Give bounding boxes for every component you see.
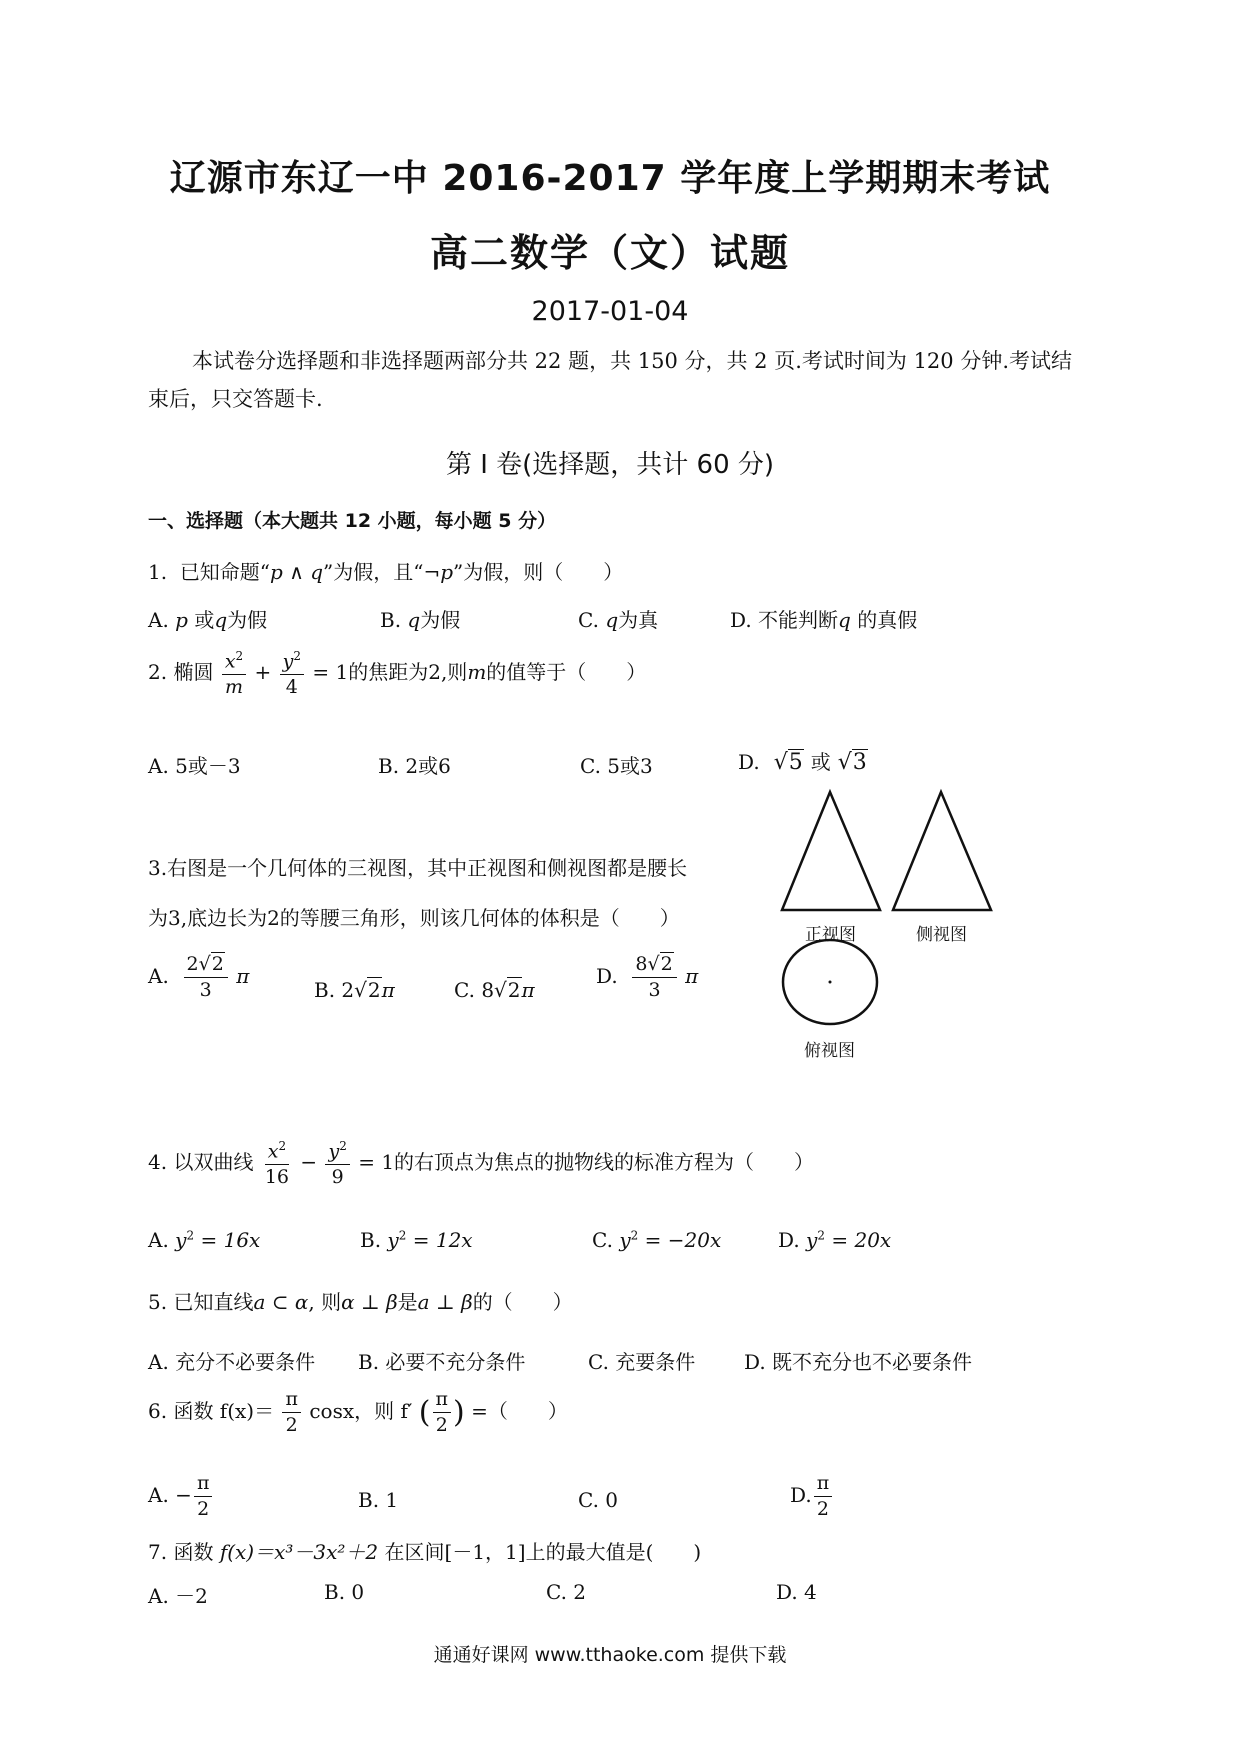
q5-option-b: B. 必要不充分条件: [358, 1350, 526, 1374]
q6-option-a: A. − $\frac{\pi}{2}$: [148, 1474, 214, 1519]
q1-option-b: B. q为假: [380, 608, 461, 632]
top-view-center: [829, 981, 832, 984]
section-title: 第 I 卷(选择题，共计 60 分): [445, 450, 775, 480]
part-label: 一、选择题（本大题共 12 小题，每小题 5 分）: [148, 510, 557, 532]
question-5: 5. 已知直线a ⊂ α, 则α ⊥ β是a ⊥ β的（ ）: [148, 1290, 573, 1314]
q6-option-c: C. 0: [578, 1488, 619, 1512]
q7-option-b: B. 0: [324, 1580, 365, 1604]
question-1: 1. 已知命题“p ∧ q”为假，且“¬p”为假，则（ ）: [148, 560, 624, 584]
q2-fraction-y: $\frac{y^2}{4}$: [280, 650, 304, 697]
q1-option-c: C. q为真: [578, 608, 659, 632]
q7-option-a: A. －2: [148, 1584, 208, 1608]
q2-option-d: D. √5 或 √3: [738, 750, 867, 775]
q4-option-d: D. $y^2 = 20x$: [778, 1228, 892, 1252]
q3-option-b: B. 2√2π: [314, 978, 395, 1002]
question-3-line-2: 为3,底边长为2的等腰三角形，则该几何体的体积是（ ）: [148, 906, 680, 930]
exam-intro: 本试卷分选择题和非选择题两部分共 22 题，共 150 分，共 2 页.考试时间为 120 分钟.考试结束后，只交答题卡.: [148, 349, 1072, 411]
q4-option-a: A. $y^2 = 16x$: [148, 1228, 261, 1252]
q2-option-b: B. 2或6: [378, 754, 451, 778]
q6-option-d: D. $\frac{\pi}{2}$: [790, 1474, 834, 1519]
side-view-triangle: [893, 792, 991, 910]
question-2: 2. 椭圆 $\frac{x^2}{m}$ + $\frac{y^2}{4}$ = 1的焦距为2,则m的值等于（ ）: [148, 649, 647, 699]
q4-option-b: B. $y^2 = 12x$: [360, 1228, 473, 1252]
q2-option-c: C. 5或3: [580, 754, 653, 778]
q1-option-a: A. p 或q为假: [148, 608, 268, 632]
q7-option-c: C. 2: [546, 1580, 587, 1604]
q6-option-b: B. 1: [358, 1488, 399, 1512]
q2-option-a: A. 5或－3: [148, 754, 241, 778]
q3-option-d: D. $\frac{8√2}{3}$ π: [596, 953, 699, 1001]
q5-option-d: D. 既不充分也不必要条件: [744, 1350, 973, 1374]
q4-option-c: C. $y^2 = -20x$: [592, 1228, 722, 1252]
q3-option-c: C. 8√2π: [454, 978, 535, 1002]
exam-date: 2017-01-04: [531, 296, 689, 327]
q1-option-d: D. 不能判断q 的真假: [730, 608, 918, 632]
q3-option-a: A. $\frac{2√2}{3}$ π: [148, 953, 250, 1001]
question-7: 7. 函数 f(x)＝x³－3x²＋2 在区间[－1，1]上的最大值是( ): [148, 1540, 702, 1564]
question-4: 4. 以双曲线 $\frac{x^2}{16}$ − $\frac{y^2}{9}$ = 1的右顶点为焦点的抛物线的标准方程为（ ）: [148, 1139, 815, 1189]
caption-front-view: 正视图: [805, 925, 856, 945]
exam-subtitle: 高二数学（文）试题: [429, 231, 790, 275]
question-6: 6. 函数 f(x)＝ $\frac{\pi}{2}$ cosx，则 f′ ( $\frac{\pi}{2}$ ) =（ ）: [148, 1388, 568, 1436]
front-view-triangle: [782, 792, 880, 910]
q5-option-a: A. 充分不必要条件: [148, 1350, 316, 1374]
footer-download-note: 通通好课网 www.tthaoke.com 提供下载: [433, 1644, 787, 1666]
q5-option-c: C. 充要条件: [588, 1350, 696, 1374]
q2-fraction-x: $\frac{x^2}{m}$: [222, 650, 246, 697]
caption-top-view: 俯视图: [804, 1041, 855, 1061]
q7-option-d: D. 4: [776, 1580, 817, 1604]
caption-side-view: 侧视图: [916, 925, 967, 945]
exam-title: 辽源市东辽一中 2016-2017 学年度上学期期末考试: [169, 158, 1051, 199]
question-3-line-1: 3.右图是一个几何体的三视图，其中正视图和侧视图都是腰长: [148, 856, 688, 880]
